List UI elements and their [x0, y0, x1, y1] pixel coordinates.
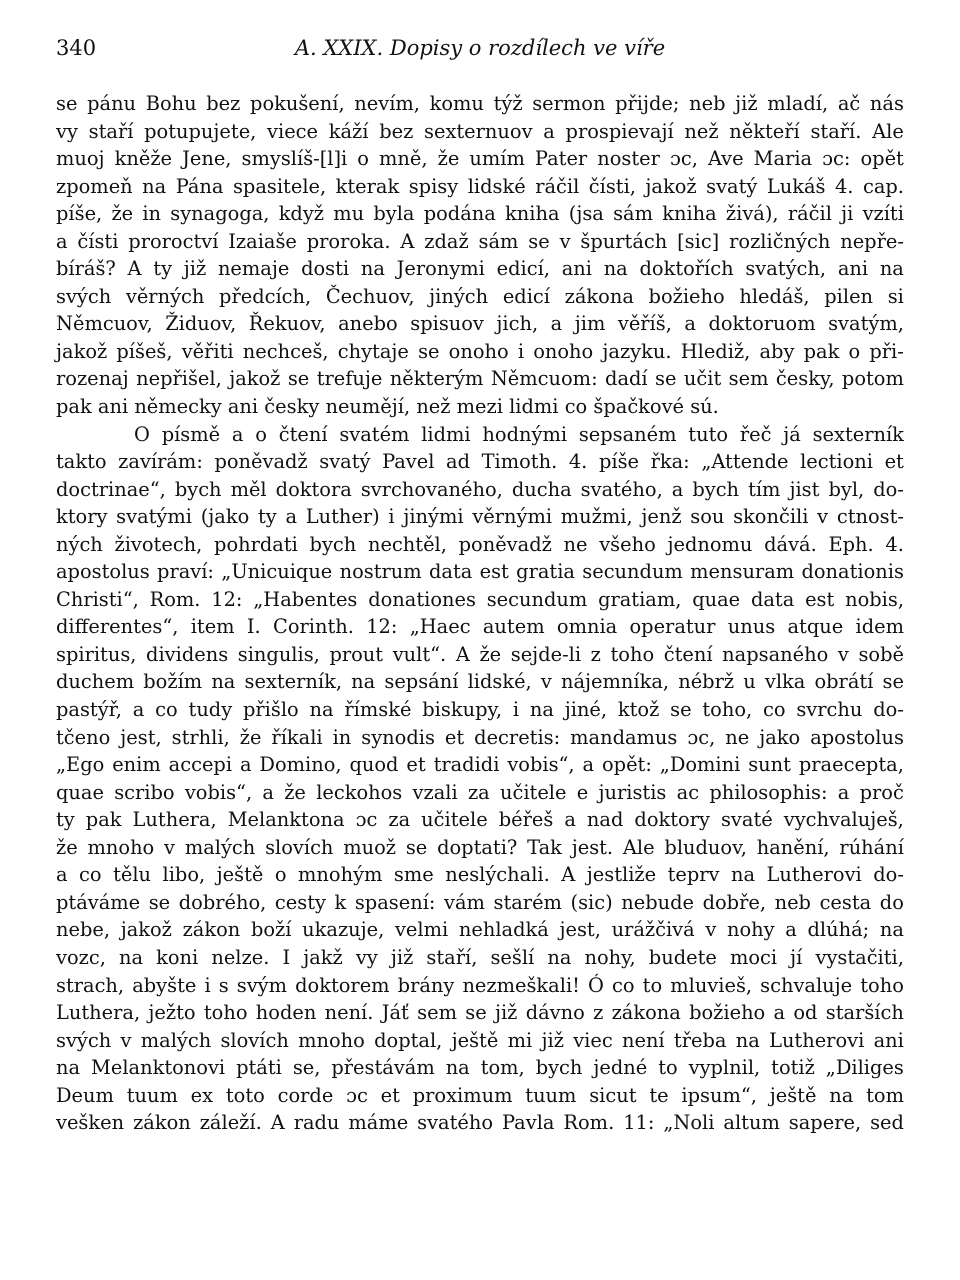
text-line: píše, že in synagoga, když mu byla podána kniha (jsa sám kniha živá), ráčil ji vzíti: [56, 202, 904, 226]
page: [56, 36, 904, 1137]
text-line: vy staří potupujete, viece káží bez sexternuov a prospievají než někteří staří. Ale: [56, 119, 904, 143]
text-line: pak ani německy ani česky neumějí, než mezi lidmi co špačkové sú.: [56, 395, 719, 419]
text-line: tčeno jest, strhli, že říkali in synodis et decretis: mandamus ɔc, ne jako apostolus: [56, 725, 904, 749]
text-line: bíráš? A ty již nemaje dosti na Jeronymi edicí, ani na doktořích svatých, ani na: [56, 257, 904, 281]
text-line: Deum tuum ex toto corde ɔc et proximum tuum sicut te ipsum“, ještě na tom: [56, 1083, 904, 1107]
running-title: A. XXIX. Dopisy o rozdílech ve víře: [294, 36, 666, 60]
text-line: ptáváme se dobrého, cesty k spasení: vám starém (sic) nebude dobře, neb cesta do: [56, 890, 904, 914]
text-line: takto zavírám: poněvadž svatý Pavel ad Timoth. 4. píše řka: „Attende lectioni et: [56, 450, 904, 474]
text-line: ktory svatými (jako ty a Luther) i jinými věrnými mužmi, jenž sou skončili v ctnost-: [56, 505, 904, 529]
text-line: „Ego enim accepi a Domino, quod et tradidi vobis“, a opět: „Domini sunt praecepta,: [56, 753, 904, 777]
text-line: O písmě a o čtení svatém lidmi hodnými sepsaném tuto řeč já sexterník: [134, 422, 904, 446]
text-line: duchem božím na sexterník, na sepsání lidské, v nájemníka, nébrž u vlka obrátí se: [56, 670, 904, 694]
text-line: pastýř, a co tudy přišlo na římské biskupy, i na jiné, ktož se toho, co svrchu do-: [56, 698, 904, 722]
page-header: [56, 36, 904, 66]
text-line: apostolus praví: „Unicuique nostrum data est gratia secundum mensuram donationis: [56, 560, 904, 584]
text-line: svých v malých slovích mnoho doptal, ještě mi již viec není třeba na Lutherovi ani: [56, 1028, 904, 1052]
text-line: a co tělu libo, ještě o mnohým sme neslýchali. A jestliže teprv na Lutherovi do-: [56, 863, 904, 887]
text-line: muoj kněže Jene, smyslíš-[l]i o mně, že umím Pater noster ɔc, Ave Maria ɔc: opět: [56, 147, 904, 171]
text-line: rozenaj nepřišel, jakož se trefuje některým Němcuom: dadí se učit sem česky, potom: [56, 367, 904, 391]
text-line: že mnoho v malých slovích muož se doptati? Tak jest. Ale bluduov, hanění, rúhání: [56, 835, 904, 859]
body-text: [56, 90, 904, 1137]
text-line: Němcuov, Židuov, Řekuov, anebo spisuov jich, a jim věříš, a doktoruom svatým,: [56, 312, 904, 336]
text-line: zpomeň na Pána spasitele, kterak spisy lidské ráčil čísti, jakož svatý Lukáš 4. cap.: [56, 174, 904, 198]
text-line: strach, abyšte i s svým doktorem brány nezmeškali! Ó co to mluvieš, schvaluje toho: [56, 973, 904, 997]
page-number: 340: [56, 36, 97, 60]
text-line: differentes“, item I. Corinth. 12: „Haec autem omnia operatur unus atque idem: [56, 615, 904, 639]
text-line: Christi“, Rom. 12: „Habentes donationes secundum gratiam, quae data est nobis,: [56, 587, 904, 611]
text-line: ných životech, pohrdati bych nechtěl, poněvadž ne všeho jednomu dává. Eph. 4.: [56, 532, 904, 556]
text-line: ty pak Luthera, Melanktona ɔc za učitele béřeš a nad doktory svaté vychvaluješ,: [56, 808, 904, 832]
text-line: doctrinae“, bych měl doktora svrchovaného, ducha svatého, a bych tím jist byl, do-: [56, 477, 904, 501]
text-line: a čísti proroctví Izaiaše proroka. A zdaž sám se v špurtách [sic] rozličných nepře-: [56, 229, 904, 253]
text-line: vozc, na koni nelze. I jakž vy již staří, sešlí na nohy, budete moci jí vystačiti,: [56, 945, 904, 969]
text-line: svých věrných předcích, Čechuov, jiných edicí zákona božieho hledáš, pilen si: [56, 284, 904, 308]
text-line: spiritus, dividens singulis, prout vult“. A že sejde-li z toho čtení napsaného v sobě: [56, 642, 904, 666]
text-line: nebe, jakož zákon boží ukazuje, velmi nehladká jest, urážčivá v nohy a dlúhá; na: [56, 918, 904, 942]
text-line: se pánu Bohu bez pokušení, nevím, komu týž sermon přijde; neb již mladí, ač nás: [56, 92, 904, 115]
text-line: quae scribo vobis“, a že leckohos vzali za učitele e juristis ac philosophis: a proč: [56, 780, 904, 804]
text-line: jakož píšeš, věřiti nechceš, chytaje se onoho i onoho jazyku. Hlediž, aby pak o při-: [56, 339, 904, 363]
text-line: vešken zákon záleží. A radu máme svatého Pavla Rom. 11: „Noli altum sapere, sed: [56, 1111, 904, 1135]
text-line: na Melanktonovi ptáti se, přestávám na tom, bych jedné to vyplnil, totiž „Diliges: [56, 1056, 904, 1080]
text-line: Luthera, ježto toho hoden není. Jáť sem se již dávno z zákona božieho a od starších: [56, 1001, 904, 1025]
